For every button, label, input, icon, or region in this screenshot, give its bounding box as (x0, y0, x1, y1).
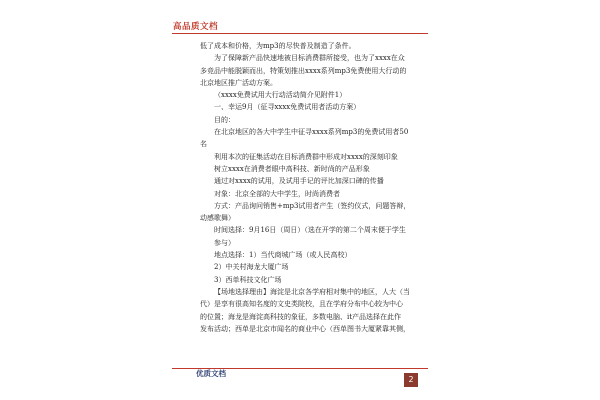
body-line: 发布活动；西单是北京市闻名的商业中心（西单图书大厦紧靠其侧， (200, 324, 410, 333)
body-line: 为了保障新产品快速地被目标消费群所接受，也为了xxxx在众 (214, 54, 405, 63)
body-line: 低了成本和价格，为mp3的尽快普及制造了条件。 (200, 42, 356, 50)
body-line: 对象：北京全部的大中学生，时尚消费者 (214, 189, 340, 198)
body-line: 通过对xxxx的试用，及试用手记的评比加深口碑的传播 (214, 177, 384, 186)
body-line: 3）西单科技文化广场 (214, 275, 282, 284)
body-line: 树立xxxx在消费者眼中高科技、新时尚的产品形象 (214, 164, 370, 173)
body-line: 名 (200, 140, 207, 149)
body-line: 的位置；海龙是海淀高科技的象征，多数电脑、it产品选择在此作 (200, 312, 402, 321)
body-line: （xxxx免费试用大行动活动简介见附件1） (214, 91, 347, 100)
body-line: 北京地区推广活动方案。 (200, 78, 277, 87)
body-line: 方式：产品询问销售+mp3试用者产生（签约仪式，问题答辩， (214, 201, 411, 210)
body-line: 时间选择：9月16日（周日）（选在开学的第二个周末便于学生 (214, 226, 406, 235)
page-number: 2 (404, 373, 418, 387)
document-body (200, 40, 436, 335)
body-line: 动感歌舞） (200, 214, 235, 223)
body-line: 【场地选择理由】海淀是北京各学府相对集中的地区，人大（当 (214, 287, 410, 296)
header-label: 高品质文档 (173, 22, 219, 32)
body-line: 利用本次的征集活动在目标消费群中形成对xxxx的深刻印象 (214, 152, 398, 161)
body-line: 在北京地区的各大中学生中征寻xxxx系列mp3的免费试用者50 (214, 128, 409, 137)
body-line: 目的： (214, 115, 235, 124)
footer-label: 优质文档 (196, 369, 226, 378)
body-line: 地点选择：1）当代商城广场（或人民高校） (214, 251, 352, 260)
body-line: 一、幸运9月（征寻xxxx免费试用者活动方案） (214, 103, 361, 112)
body-line: 多竞品中能脱颖而出，特策划推出xxxx系列mp3免费使用大行动的 (200, 66, 407, 75)
body-line: 代）是享有很高知名度的文史类院校，且在学府分布中心较为中心 (200, 300, 403, 309)
header-rule (172, 33, 428, 34)
body-line: 2）中关村海龙大厦广场 (214, 263, 289, 272)
body-line: 参与） (214, 238, 235, 247)
